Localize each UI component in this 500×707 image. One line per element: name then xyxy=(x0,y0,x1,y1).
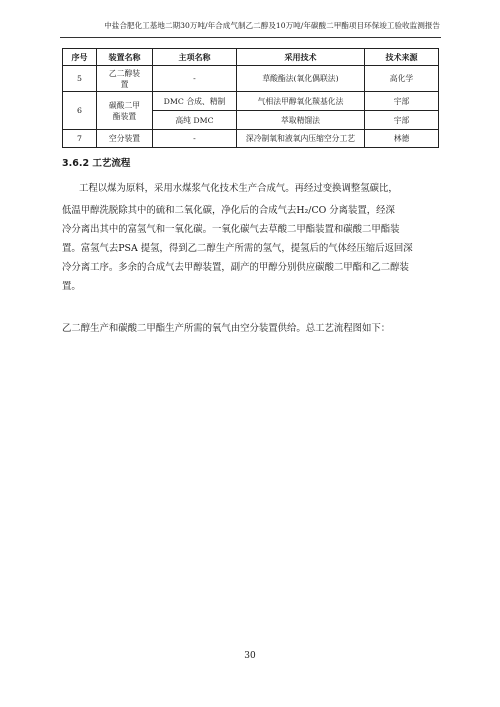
cell-item: - xyxy=(153,130,237,148)
cell-tech: 萃取精馏法 xyxy=(237,111,365,130)
cell-no: 7 xyxy=(63,130,97,148)
cell-source: 高化学 xyxy=(365,66,439,92)
cell-tech: 深冷制氧和液氧内压缩空分工艺 xyxy=(237,130,365,148)
cell-item: DMC 合成、精制 xyxy=(153,92,237,111)
technology-table xyxy=(62,48,439,148)
page-number: 30 xyxy=(244,651,256,661)
paragraph-oxygen xyxy=(62,319,390,338)
cell-no: 6 xyxy=(63,92,97,130)
paragraph-line: 冷分离出其中的富氢气和一氧化碳。一氧化碳气去草酸二甲酯装置和碳酸二甲酯装 xyxy=(62,224,400,235)
paragraph-line: 置。富氢气去PSA 提氢，得到乙二醇生产所需的氢气，提氢后的气体经压缩后返回深 xyxy=(62,243,413,254)
paragraph-line: 工程以煤为原料，采用水煤浆气化技术生产合成气。再经过变换调整氢碳比， xyxy=(79,183,398,194)
cell-unit: 空分装置 xyxy=(97,130,153,148)
section-heading: 3.6.2 工艺流程 xyxy=(62,158,131,169)
running-header: 中盐合肥化工基地二期30万吨/年合成气制乙二醇及10万吨/年碳酸二甲酯项目环保竣工验收监测报告 xyxy=(104,21,440,30)
cell-source: 宇部 xyxy=(365,111,439,130)
paragraph-process xyxy=(62,201,413,296)
paragraph-line: 置。 xyxy=(62,281,81,292)
cell-item: 高纯 DMC xyxy=(153,111,237,130)
table-row xyxy=(63,92,439,111)
paragraph-intro xyxy=(79,179,398,198)
table-header-row xyxy=(63,49,439,66)
cell-item: - xyxy=(153,66,237,92)
header-rule xyxy=(60,37,441,38)
col-header-source: 技术来源 xyxy=(365,49,439,66)
cell-unit xyxy=(97,92,153,130)
col-header-tech: 采用技术 xyxy=(237,49,365,66)
col-header-unit: 装置名称 xyxy=(97,49,153,66)
paragraph-line: 乙二醇生产和碳酸二甲酯生产所需的氧气由空分装置供给。总工艺流程图如下： xyxy=(62,323,391,334)
col-header-no: 序号 xyxy=(63,49,97,66)
cell-unit-line: 碳酸二甲 xyxy=(108,100,141,110)
cell-unit-line: 酯装置 xyxy=(112,111,137,121)
cell-tech: 气相法甲醇氧化羰基化法 xyxy=(237,92,365,111)
table-row xyxy=(63,130,439,148)
paragraph-line: 低温甲醇洗脱除其中的硫和二氧化碳，净化后的合成气去H₂/CO 分离装置，经深 xyxy=(62,205,395,216)
cell-no: 5 xyxy=(63,66,97,92)
col-header-item: 主项名称 xyxy=(153,49,237,66)
cell-unit-line: 乙二醇装 xyxy=(108,68,141,78)
cell-unit xyxy=(97,66,153,92)
cell-tech: 草酸酯法(氧化偶联法) xyxy=(237,66,365,92)
cell-source: 林德 xyxy=(365,130,439,148)
cell-source: 宇部 xyxy=(365,92,439,111)
cell-unit-line: 置 xyxy=(120,79,129,89)
paragraph-line: 冷分离工序。多余的合成气去甲醇装置，副产的甲醇分别供应碳酸二甲酯和乙二醇装 xyxy=(62,262,409,273)
table-row xyxy=(63,66,439,92)
